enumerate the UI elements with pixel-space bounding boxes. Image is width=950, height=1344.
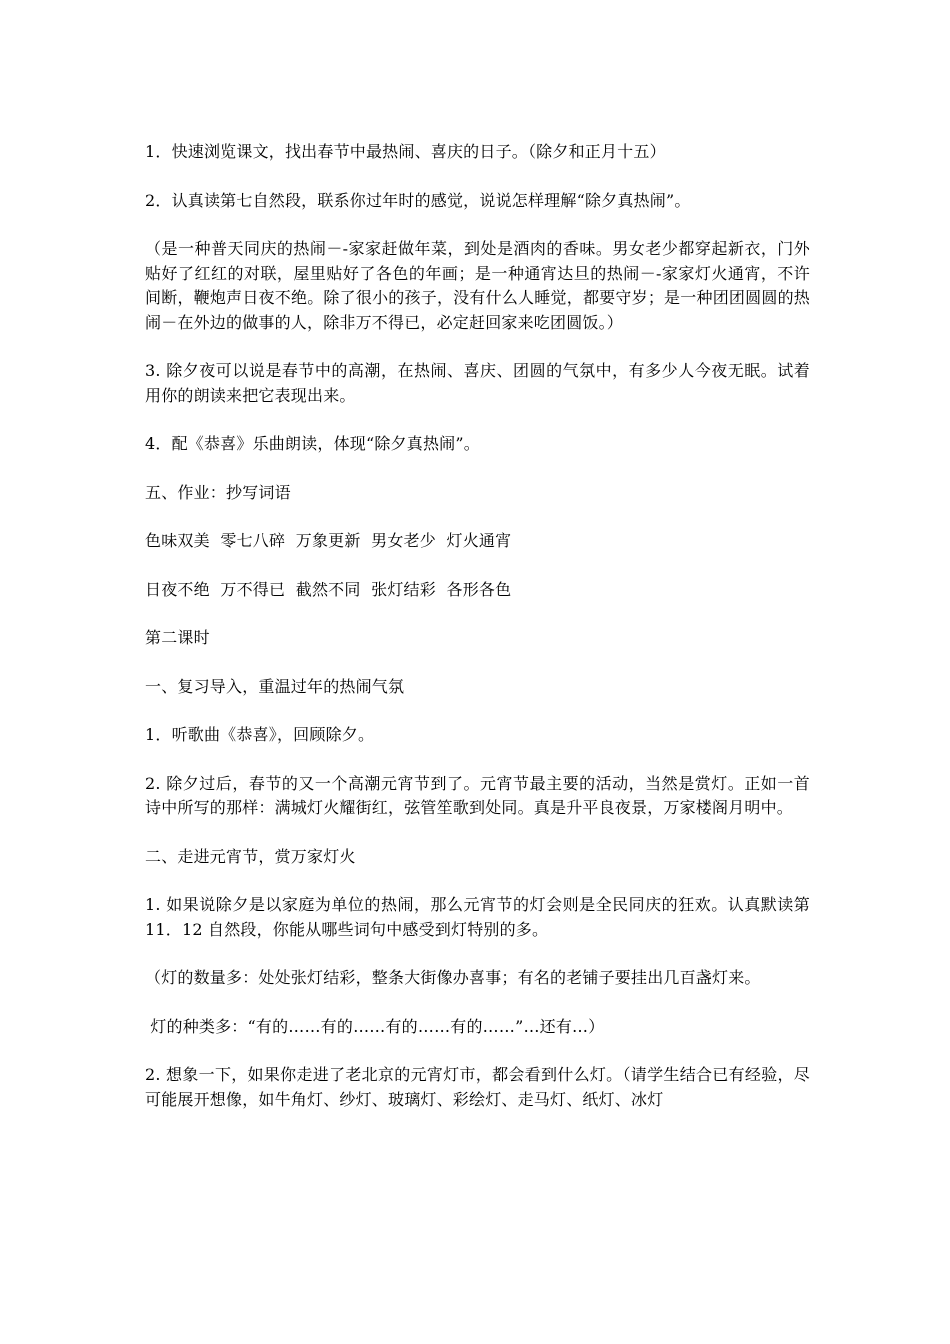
section-heading-review: 一、复习导入，重温过年的热闹气氛 bbox=[145, 676, 405, 696]
paragraph-1: 1．快速浏览课文，找出春节中最热闹、喜庆的日子。（除夕和正月十五） bbox=[145, 142, 666, 161]
word-list-2: 日夜不绝 万不得已 截然不同 张灯结彩 各形各色 bbox=[145, 579, 512, 599]
paragraph-17: 2. 想象一下，如果你走进了老北京的元宵灯市，都会看到什么灯。（请学生结合已有经验，尽可能展开想像，如牛角灯、纱灯、玻璃灯、彩绘灯、走马灯、纸灯、冰灯 bbox=[145, 1065, 810, 1109]
document-page bbox=[145, 140, 810, 1112]
paragraph-15: （灯的数量多：处处张灯结彩，整条大街像办喜事；有名的老铺子要挂出几百盏灯来。 bbox=[145, 968, 761, 987]
paragraph-4: 3. 除夕夜可以说是春节中的高潮，在热闹、喜庆、团圆的气氛中，有多少人今夜无眠。试着用你的朗读来把它表现出来。 bbox=[145, 361, 810, 405]
paragraph-14: 1. 如果说除夕是以家庭为单位的热闹，那么元宵节的灯会则是全民同庆的狂欢。认真默读第 11．12 自然段，你能从哪些词句中感受到灯特别的多。 bbox=[145, 895, 810, 939]
word-list-1: 色味双美 零七八碎 万象更新 男女老少 灯火通宵 bbox=[145, 531, 512, 550]
paragraph-5: 4．配《恭喜》乐曲朗读，体现“除夕真热闹”。 bbox=[145, 434, 480, 453]
paragraph-3: （是一种普天同庆的热闹－-家家赶做年菜，到处是酒肉的香味。男女老少都穿起新衣，门外贴好了红红的对联，屋里贴好了各色的年画；是一种通宵达旦的热闹－-家家灯火通宵，不许间断，鞭炮声日夜不绝。除了很小的孩子，没有什么人睡觉，都要守岁；是一种团团圆圆的热闹－在外边的做事的人，除非万不得已，必定赶回家来吃团圆饭。） bbox=[145, 239, 810, 332]
paragraph-16: 灯的种类多：“有的……有的……有的……有的……”…还有…） bbox=[145, 1016, 605, 1036]
section-heading-lantern: 二、走进元宵节，赏万家灯火 bbox=[145, 846, 356, 866]
paragraph-12: 2. 除夕过后，春节的又一个高潮元宵节到了。元宵节最主要的活动，当然是赏灯。正如一首诗中所写的那样：满城灯火耀街红，弦管笙歌到处同。真是升平良夜景，万家楼阁月明中。 bbox=[145, 773, 810, 817]
paragraph-2: 2．认真读第七自然段，联系你过年时的感觉，说说怎样理解“除夕真热闹”。 bbox=[145, 190, 691, 210]
section-heading-homework: 五、作业：抄写词语 bbox=[145, 482, 291, 502]
paragraph-11: 1．听歌曲《恭喜》，回顾除夕。 bbox=[145, 725, 375, 744]
lesson-heading: 第二课时 bbox=[145, 628, 210, 647]
